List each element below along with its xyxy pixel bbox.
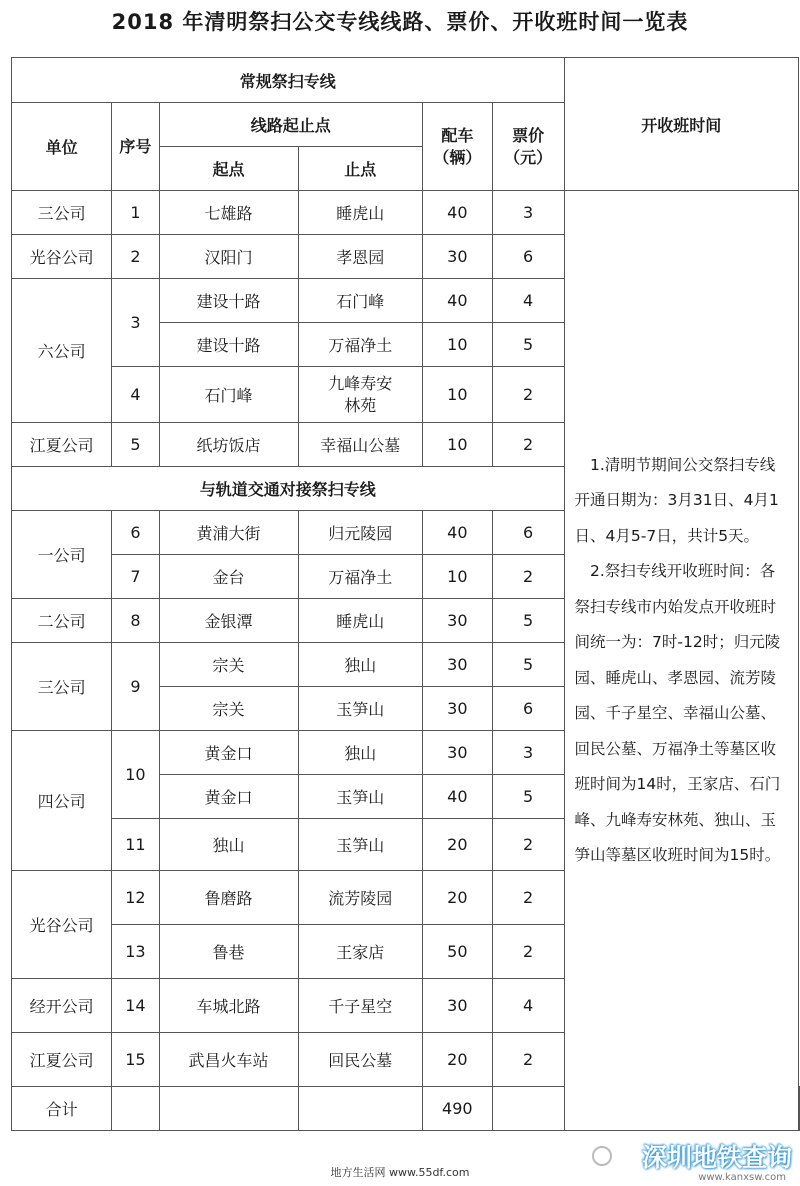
cell-vehicles: 20: [422, 819, 492, 871]
cell-vehicles: 40: [422, 775, 492, 819]
col-header-unit: 单位: [12, 103, 112, 191]
cell-start: 七雄路: [159, 191, 298, 235]
cell-seq: 7: [112, 555, 159, 599]
cell-fare: 3: [492, 731, 564, 775]
cell-empty: [492, 1087, 564, 1131]
cell-vehicles: 50: [422, 925, 492, 979]
cell-end: 玉笋山: [298, 819, 422, 871]
cell-fare: 4: [492, 279, 564, 323]
cell-end: 回民公墓: [298, 1033, 422, 1087]
cell-start: 车城北路: [159, 979, 298, 1033]
note-1: 1.清明节期间公交祭扫专线开通日期为：3月31日、4月1日、4月5-7日，共计5天。: [574, 455, 779, 545]
cell-seq: 4: [112, 367, 159, 423]
watermark-logo: 深圳地铁查询: [641, 1143, 792, 1172]
cell-start: 黄金口: [159, 731, 298, 775]
col-header-vehicles: 配车（辆）: [422, 103, 492, 191]
cell-end: 王家店: [298, 925, 422, 979]
cell-fare: 2: [492, 871, 564, 925]
cell-fare: 5: [492, 599, 564, 643]
cell-vehicles: 30: [422, 731, 492, 775]
cell-fare: 3: [492, 191, 564, 235]
cell-end: 睡虎山: [298, 599, 422, 643]
cell-start: 汉阳门: [159, 235, 298, 279]
cell-seq: 1: [112, 191, 159, 235]
cell-end: 独山: [298, 731, 422, 775]
cell-empty: [112, 1087, 159, 1131]
cell-fare: 2: [492, 423, 564, 467]
cell-start: 鲁巷: [159, 925, 298, 979]
cell-fare: 6: [492, 235, 564, 279]
cell-unit: 三公司: [12, 643, 112, 731]
cell-seq: 2: [112, 235, 159, 279]
cell-vehicles: 40: [422, 191, 492, 235]
col-header-fare: 票价（元）: [492, 103, 564, 191]
cell-start: 建设十路: [159, 323, 298, 367]
cell-vehicles: 30: [422, 687, 492, 731]
cell-vehicles: 10: [422, 423, 492, 467]
cell-end: 独山: [298, 643, 422, 687]
cell-unit: 江夏公司: [12, 1033, 112, 1087]
cell-seq: 8: [112, 599, 159, 643]
cell-unit: 江夏公司: [12, 423, 112, 467]
cell-end: 玉笋山: [298, 687, 422, 731]
cell-fare: 5: [492, 775, 564, 819]
cell-start: 宗关: [159, 643, 298, 687]
cell-fare: 4: [492, 979, 564, 1033]
wechat-icon: [592, 1146, 612, 1166]
cell-end: 九峰寿安林苑: [298, 367, 422, 423]
cell-vehicles: 20: [422, 871, 492, 925]
cell-fare: 2: [492, 1033, 564, 1087]
section-header-rail: 与轨道交通对接祭扫专线: [12, 467, 565, 511]
cell-vehicles: 10: [422, 555, 492, 599]
cell-seq: 10: [112, 731, 159, 819]
cell-start: 金银潭: [159, 599, 298, 643]
cell-seq: 5: [112, 423, 159, 467]
cell-end: 玉笋山: [298, 775, 422, 819]
cell-unit: 六公司: [12, 279, 112, 423]
cell-seq: 9: [112, 643, 159, 731]
col-header-seq: 序号: [112, 103, 159, 191]
cell-total-vehicles: 490: [422, 1087, 492, 1131]
cell-seq: 11: [112, 819, 159, 871]
cell-seq: 3: [112, 279, 159, 367]
cell-fare: 5: [492, 643, 564, 687]
cell-vehicles: 30: [422, 643, 492, 687]
cell-fare: 6: [492, 687, 564, 731]
col-header-end: 止点: [298, 147, 422, 191]
col-header-start: 起点: [159, 147, 298, 191]
cell-vehicles: 40: [422, 279, 492, 323]
watermark-url: www.kanxsw.com: [698, 1172, 786, 1183]
cell-end: 孝恩园: [298, 235, 422, 279]
cell-unit: 二公司: [12, 599, 112, 643]
cell-unit: 经开公司: [12, 979, 112, 1033]
cell-seq: 6: [112, 511, 159, 555]
cell-start: 黄浦大街: [159, 511, 298, 555]
cell-vehicles: 20: [422, 1033, 492, 1087]
cell-fare: 6: [492, 511, 564, 555]
cell-seq: 12: [112, 871, 159, 925]
cell-end: 石门峰: [298, 279, 422, 323]
cell-end: 归元陵园: [298, 511, 422, 555]
cell-fare: 2: [492, 925, 564, 979]
cell-start: 独山: [159, 819, 298, 871]
cell-end: 幸福山公墓: [298, 423, 422, 467]
cell-total-label: 合计: [12, 1087, 112, 1131]
cell-seq: 13: [112, 925, 159, 979]
col-header-time: 开收班时间: [564, 58, 798, 191]
cell-start: 武昌火车站: [159, 1033, 298, 1087]
cell-vehicles: 40: [422, 511, 492, 555]
cell-start: 黄金口: [159, 775, 298, 819]
cell-end: 万福净土: [298, 323, 422, 367]
cell-end: 万福净土: [298, 555, 422, 599]
note-2: 2.祭扫专线开收班时间：各祭扫专线市内始发点开收班时间统一为：7时-12时；归元陵园、睡虎山、孝恩园、流芳陵园、千子星空、幸福山公墓、回民公墓、万福净土等墓区收班时间为14时，王家店、石门峰、九峰寿安林苑、独山、玉笋山等墓区收班时间为15时。: [574, 562, 781, 864]
cell-start: 石门峰: [159, 367, 298, 423]
cell-vehicles: 10: [422, 323, 492, 367]
cell-start: 建设十路: [159, 279, 298, 323]
cell-end: 流芳陵园: [298, 871, 422, 925]
cell-start: 宗关: [159, 687, 298, 731]
cell-unit: 一公司: [12, 511, 112, 599]
cell-vehicles: 30: [422, 599, 492, 643]
cell-vehicles: 30: [422, 235, 492, 279]
cell-vehicles: 10: [422, 367, 492, 423]
cell-fare: 2: [492, 367, 564, 423]
cell-unit: 光谷公司: [12, 235, 112, 279]
cell-seq: 14: [112, 979, 159, 1033]
cell-end: 睡虎山: [298, 191, 422, 235]
cell-unit: 三公司: [12, 191, 112, 235]
cell-empty: [298, 1087, 422, 1131]
notes-cell: [564, 191, 798, 1131]
col-header-route: 线路起止点: [159, 103, 422, 147]
page-title: 2018 年清明祭扫公交专线线路、票价、开收班时间一览表: [111, 10, 689, 34]
cell-vehicles: 30: [422, 979, 492, 1033]
cell-end: 千子星空: [298, 979, 422, 1033]
cell-start: 金台: [159, 555, 298, 599]
cell-empty: [159, 1087, 298, 1131]
cell-unit: 光谷公司: [12, 871, 112, 979]
schedule-table: [11, 57, 800, 1131]
cell-unit: 四公司: [12, 731, 112, 871]
cell-start: 纸坊饭店: [159, 423, 298, 467]
cell-seq: 15: [112, 1033, 159, 1087]
cell-empty: [799, 1087, 800, 1131]
cell-fare: 5: [492, 323, 564, 367]
cell-fare: 2: [492, 555, 564, 599]
section-header-regular: 常规祭扫专线: [12, 58, 565, 103]
cell-start: 鲁磨路: [159, 871, 298, 925]
footer-source: 地方生活网 www.55df.com: [330, 1166, 470, 1179]
cell-fare: 2: [492, 819, 564, 871]
